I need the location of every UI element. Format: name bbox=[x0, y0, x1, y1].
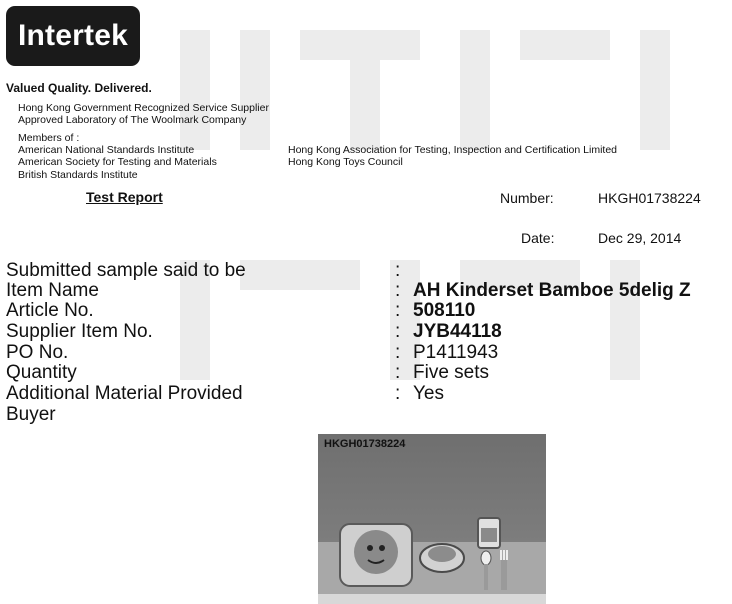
field-value-quantity: Five sets bbox=[413, 362, 490, 383]
field-value-article-no: 508110 bbox=[413, 300, 476, 321]
logo-text: Intertek bbox=[18, 19, 128, 52]
field-label-item-name: Item Name bbox=[6, 280, 99, 301]
field-value-item-name: AH Kinderset Bamboe 5delig Z bbox=[413, 280, 691, 301]
report-date-label: Date: bbox=[521, 230, 555, 246]
field-label-po-no: PO No. bbox=[6, 342, 69, 363]
field-colon-po-no: : bbox=[395, 342, 401, 363]
recognition-line-2: Approved Laboratory of The Woolmark Company bbox=[18, 114, 247, 126]
field-colon-article-no: : bbox=[395, 300, 401, 321]
field-label-submitted: Submitted sample said to be bbox=[6, 260, 246, 281]
report-number-value: HKGH01738224 bbox=[598, 190, 701, 206]
member-left-3: British Standards Institute bbox=[18, 169, 138, 181]
member-left-2: American Society for Testing and Materials bbox=[18, 156, 217, 168]
tagline: Valued Quality. Delivered. bbox=[6, 81, 152, 95]
intertek-logo bbox=[6, 6, 140, 66]
field-colon-quantity: : bbox=[395, 362, 401, 383]
field-value-po-no: P1411943 bbox=[413, 342, 499, 363]
field-value-additional-material: Yes bbox=[413, 383, 444, 404]
field-colon-item-name: : bbox=[395, 280, 401, 301]
member-right-2: Hong Kong Toys Council bbox=[288, 156, 403, 168]
field-label-article-no: Article No. bbox=[6, 300, 94, 321]
sample-photo-label: HKGH01738224 bbox=[324, 438, 406, 450]
field-colon-supplier-item-no: : bbox=[395, 321, 401, 342]
members-heading: Members of : bbox=[18, 132, 80, 144]
report-number-label: Number: bbox=[500, 190, 554, 206]
field-colon-submitted: : bbox=[395, 260, 401, 281]
field-label-quantity: Quantity bbox=[6, 362, 77, 383]
report-title: Test Report bbox=[86, 189, 163, 205]
field-label-additional-material: Additional Material Provided bbox=[6, 383, 243, 404]
member-left-1: American National Standards Institute bbox=[18, 144, 195, 156]
member-right-1: Hong Kong Association for Testing, Inspection and Certification Limited bbox=[288, 144, 617, 156]
field-value-supplier-item-no: JYB44118 bbox=[413, 321, 502, 342]
report-date-value: Dec 29, 2014 bbox=[598, 230, 682, 246]
recognition-line-1: Hong Kong Government Recognized Service Supplier bbox=[18, 102, 269, 114]
sample-photo-illustration bbox=[318, 434, 546, 604]
field-label-supplier-item-no: Supplier Item No. bbox=[6, 321, 153, 342]
sample-photo bbox=[318, 434, 546, 604]
field-colon-additional-material: : bbox=[395, 383, 401, 404]
field-label-buyer: Buyer bbox=[6, 404, 56, 425]
